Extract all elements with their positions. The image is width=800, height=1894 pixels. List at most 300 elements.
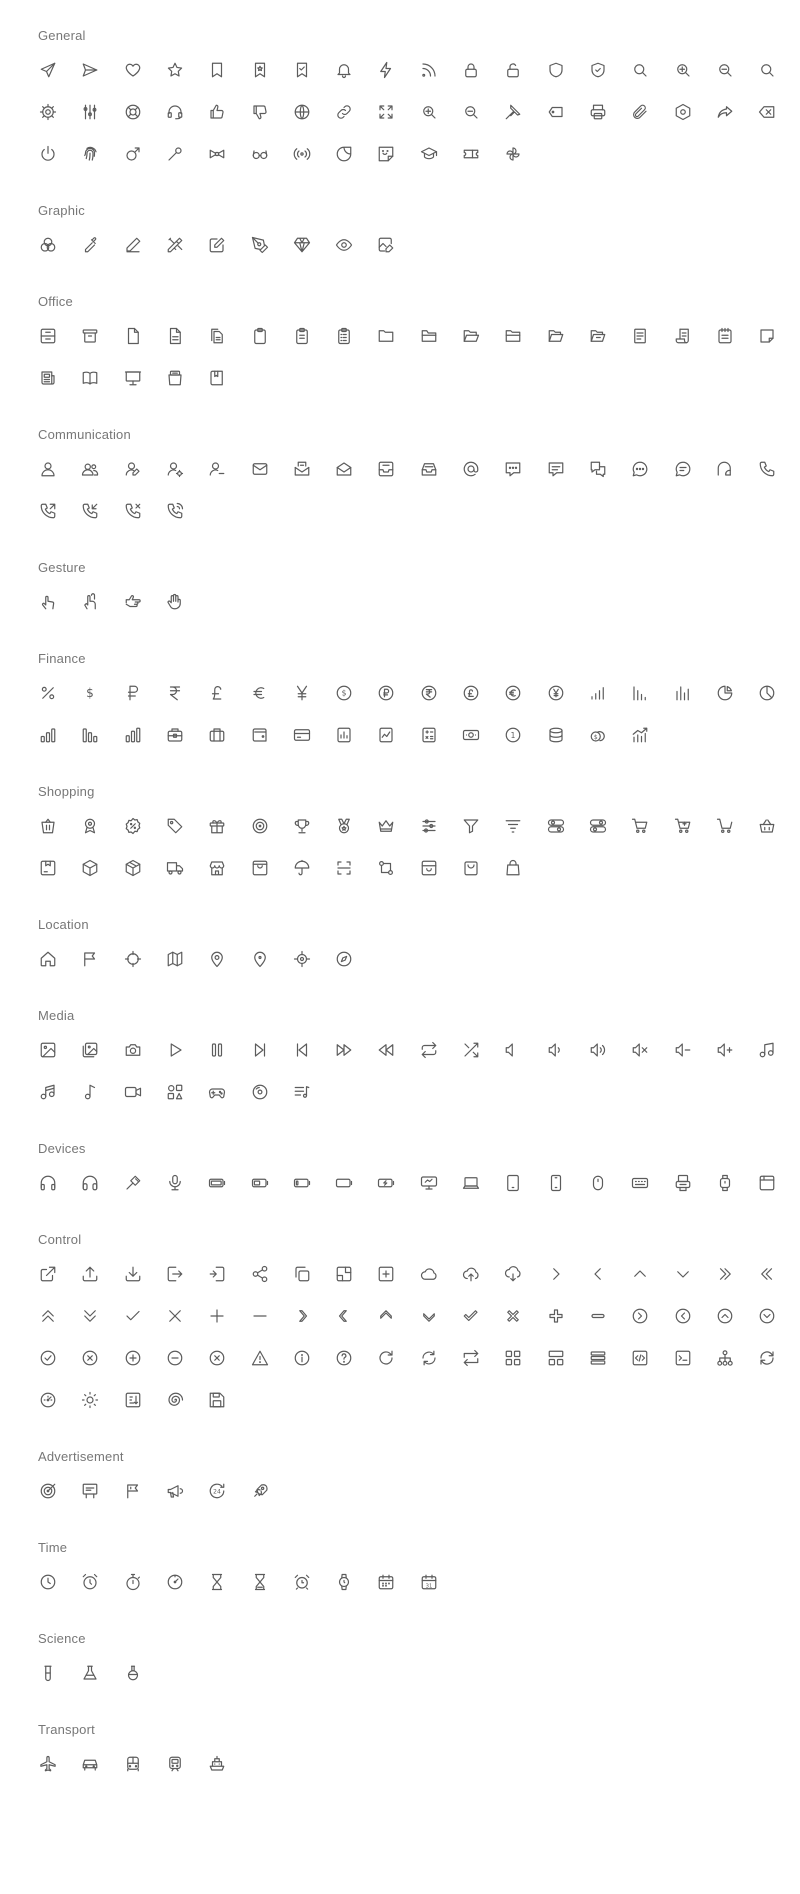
check-bold-icon[interactable] [457,1302,485,1330]
24-hours-icon[interactable] [203,1477,231,1505]
save-icon[interactable] [203,1386,231,1414]
stopwatch-icon[interactable] [119,1568,147,1596]
zoom-in-icon[interactable] [669,56,697,84]
volume-low-icon[interactable] [542,1036,570,1064]
eye-icon[interactable] [330,231,358,259]
pie-chart-icon[interactable] [711,679,739,707]
box-3d-icon[interactable] [119,854,147,882]
cart-icon[interactable] [626,812,654,840]
flash-icon[interactable] [372,56,400,84]
user-icon[interactable] [34,455,62,483]
report-chart-icon[interactable] [330,721,358,749]
repeat-icon[interactable] [415,1036,443,1064]
clipboard-list-icon[interactable] [330,322,358,350]
potion-icon[interactable] [119,1659,147,1687]
headphones-icon[interactable] [34,1169,62,1197]
battery-half-icon[interactable] [246,1169,274,1197]
resize-icon[interactable] [330,1260,358,1288]
plus-square-icon[interactable] [372,1260,400,1288]
bar-chart-rising-icon[interactable] [34,721,62,749]
chevrons-down-icon[interactable] [76,1302,104,1330]
shapes-icon[interactable] [161,1078,189,1106]
briefcase-icon[interactable] [161,721,189,749]
music-single-icon[interactable] [76,1078,104,1106]
cart-plus-icon[interactable] [669,812,697,840]
flag-icon[interactable] [76,945,104,973]
plus-circle-icon[interactable] [119,1344,147,1372]
bow-tie-icon[interactable] [203,140,231,168]
usb-plug-icon[interactable] [119,1169,147,1197]
cloud-icon[interactable] [415,1260,443,1288]
headset-icon[interactable] [161,98,189,126]
chevrons-left-icon[interactable] [753,1260,781,1288]
check-icon[interactable] [119,1302,147,1330]
umbrella-icon[interactable] [288,854,316,882]
volume-plus-icon[interactable] [711,1036,739,1064]
percent-icon[interactable] [34,679,62,707]
folder-icon[interactable] [372,322,400,350]
coins-icon[interactable] [584,721,612,749]
bookmark-star-icon[interactable] [246,56,274,84]
shuffle-icon[interactable] [457,1036,485,1064]
diamond-icon[interactable] [288,231,316,259]
magic-wand-icon[interactable] [161,140,189,168]
chevron-left-circle-icon[interactable] [669,1302,697,1330]
yen-circle-icon[interactable] [542,679,570,707]
keyboard-icon[interactable] [626,1169,654,1197]
battery-low-icon[interactable] [288,1169,316,1197]
graduation-cap-icon[interactable] [415,140,443,168]
chat-quarter-icon[interactable] [711,455,739,483]
chevron-up-bold-icon[interactable] [372,1302,400,1330]
cart-empty-icon[interactable] [711,812,739,840]
phone-missed-icon[interactable] [119,497,147,525]
inbox-stack-icon[interactable] [415,455,443,483]
hand-tap-icon[interactable] [34,588,62,616]
map-marker-icon[interactable] [246,945,274,973]
package-icon[interactable] [34,854,62,882]
hand-pinch-icon[interactable] [76,588,104,616]
timer-icon[interactable] [161,1568,189,1596]
user-settings-icon[interactable] [161,455,189,483]
hourglass-half-icon[interactable] [246,1568,274,1596]
bus-icon[interactable] [119,1750,147,1778]
close-bold-icon[interactable] [499,1302,527,1330]
volume-high-icon[interactable] [584,1036,612,1064]
bookmark-check-icon[interactable] [288,56,316,84]
report-line-icon[interactable] [372,721,400,749]
sync-icon[interactable] [753,1344,781,1372]
warning-icon[interactable] [246,1344,274,1372]
monitor-icon[interactable] [415,1169,443,1197]
mail-icon[interactable] [246,455,274,483]
folder-open-icon[interactable] [457,322,485,350]
bar-chart-alt-icon[interactable] [119,721,147,749]
music-notes-icon[interactable] [34,1078,62,1106]
scan-frame-icon[interactable] [330,854,358,882]
refresh-icon[interactable] [415,1344,443,1372]
sticker-icon[interactable] [330,140,358,168]
compare-icon[interactable] [372,854,400,882]
paperclip-icon[interactable] [626,98,654,126]
download-icon[interactable] [119,1260,147,1288]
location-pin-icon[interactable] [203,945,231,973]
browser-window-icon[interactable] [753,1169,781,1197]
user-remove-icon[interactable] [203,455,231,483]
chevron-right-bold-icon[interactable] [288,1302,316,1330]
skip-forward-icon[interactable] [246,1036,274,1064]
lock-icon[interactable] [457,56,485,84]
map-pin-map-icon[interactable] [161,945,189,973]
award-icon[interactable] [76,812,104,840]
video-camera-icon[interactable] [119,1078,147,1106]
toggle-icon[interactable] [542,812,570,840]
pause-icon[interactable] [203,1036,231,1064]
glasses-icon[interactable] [246,140,274,168]
info-icon[interactable] [288,1344,316,1372]
medal-icon[interactable] [330,812,358,840]
target-icon[interactable] [34,1477,62,1505]
minus-circle-icon[interactable] [161,1344,189,1372]
dollar-icon[interactable] [76,679,104,707]
zoom-out-small-icon[interactable] [457,98,485,126]
shield-icon[interactable] [542,56,570,84]
archive-icon[interactable] [76,322,104,350]
pie-chart-alt-icon[interactable] [753,679,781,707]
box-icon[interactable] [76,854,104,882]
pin-icon[interactable] [499,98,527,126]
clipboard-text-icon[interactable] [288,322,316,350]
train-icon[interactable] [161,1750,189,1778]
phone-outgoing-icon[interactable] [34,497,62,525]
thumbs-up-icon[interactable] [203,98,231,126]
target-circle-icon[interactable] [246,812,274,840]
crown-icon[interactable] [372,812,400,840]
sticky-smile-icon[interactable] [372,140,400,168]
shopping-bag-icon[interactable] [457,854,485,882]
upload-icon[interactable] [76,1260,104,1288]
volume-off-icon[interactable] [499,1036,527,1064]
folder-open-alt-icon[interactable] [542,322,570,350]
filter-lines-icon[interactable] [499,812,527,840]
calculator-icon[interactable] [415,721,443,749]
close-circle-icon[interactable] [76,1344,104,1372]
unlock-icon[interactable] [499,56,527,84]
ruble-icon[interactable] [119,679,147,707]
ruble-circle-icon[interactable] [372,679,400,707]
eyedropper-icon[interactable] [76,231,104,259]
cloud-upload-icon[interactable] [457,1260,485,1288]
compass-icon[interactable] [330,945,358,973]
pound-icon[interactable] [203,679,231,707]
settings-icon[interactable] [34,98,62,126]
sliders-icon[interactable] [76,98,104,126]
calendar-date-icon[interactable] [415,1568,443,1596]
laptop-icon[interactable] [457,1169,485,1197]
chat-bubble-dots-icon[interactable] [626,455,654,483]
chevron-up-circle-icon[interactable] [711,1302,739,1330]
spiral-icon[interactable] [161,1386,189,1414]
link-icon[interactable] [330,98,358,126]
shopping-basket-icon[interactable] [753,812,781,840]
music-note-icon[interactable] [753,1036,781,1064]
chevron-right-icon[interactable] [542,1260,570,1288]
signal-bars-icon[interactable] [584,679,612,707]
inbox-archive-icon[interactable] [34,322,62,350]
images-icon[interactable] [76,1036,104,1064]
file-text-icon[interactable] [161,322,189,350]
edit-icon[interactable] [203,231,231,259]
chat-bubble-icon[interactable] [669,455,697,483]
grid-icon[interactable] [499,1344,527,1372]
close-icon[interactable] [161,1302,189,1330]
mouse-icon[interactable] [584,1169,612,1197]
search-icon[interactable] [626,56,654,84]
ticket-icon[interactable] [457,140,485,168]
headset-alt-icon[interactable] [76,1169,104,1197]
dashboard-gauge-icon[interactable] [34,1386,62,1414]
rewind-icon[interactable] [372,1036,400,1064]
price-tag-icon[interactable] [161,812,189,840]
logout-icon[interactable] [161,1260,189,1288]
newspaper-icon[interactable] [34,364,62,392]
phone-incoming-icon[interactable] [76,497,104,525]
scroll-icon[interactable] [669,322,697,350]
euro-circle-icon[interactable] [499,679,527,707]
coin-icon[interactable] [499,721,527,749]
fast-forward-icon[interactable] [330,1036,358,1064]
zoom-in-small-icon[interactable] [415,98,443,126]
store-icon[interactable] [203,854,231,882]
external-link-icon[interactable] [34,1260,62,1288]
battery-empty-icon[interactable] [330,1169,358,1197]
yen-icon[interactable] [288,679,316,707]
users-icon[interactable] [76,455,104,483]
copy-icon[interactable] [288,1260,316,1288]
dollar-circle-icon[interactable] [330,679,358,707]
tag-icon[interactable] [542,98,570,126]
megaphone-icon[interactable] [161,1477,189,1505]
printer-icon[interactable] [584,98,612,126]
check-circle-icon[interactable] [34,1344,62,1372]
discount-badge-icon[interactable] [119,812,147,840]
test-tube-icon[interactable] [34,1659,62,1687]
basket-bin-icon[interactable] [34,812,62,840]
hexagon-settings-icon[interactable] [669,98,697,126]
gps-target-icon[interactable] [288,945,316,973]
hierarchy-icon[interactable] [711,1344,739,1372]
printer-device-icon[interactable] [669,1169,697,1197]
note-icon[interactable] [753,322,781,350]
login-icon[interactable] [203,1260,231,1288]
sort-box-icon[interactable] [119,1386,147,1414]
folder-open-arrow-icon[interactable] [584,322,612,350]
smartphone-icon[interactable] [542,1169,570,1197]
mail-open-icon[interactable] [330,455,358,483]
briefcase-alt-icon[interactable] [203,721,231,749]
chevrons-right-icon[interactable] [711,1260,739,1288]
image-icon[interactable] [34,1036,62,1064]
mail-inbox-icon[interactable] [288,455,316,483]
ruler-pencil-icon[interactable] [161,231,189,259]
gamepad-icon[interactable] [203,1078,231,1106]
hand-icon[interactable] [161,588,189,616]
expand-icon[interactable] [372,98,400,126]
billboard-icon[interactable] [76,1477,104,1505]
shield-check-icon[interactable] [584,56,612,84]
skip-back-icon[interactable] [288,1036,316,1064]
list-icon[interactable] [584,1344,612,1372]
broadcast-icon[interactable] [288,140,316,168]
inbox-icon[interactable] [372,455,400,483]
smartwatch-icon[interactable] [711,1169,739,1197]
at-sign-icon[interactable] [457,455,485,483]
send-icon[interactable] [34,56,62,84]
cloud-download-icon[interactable] [499,1260,527,1288]
plus-icon[interactable] [203,1302,231,1330]
repeat-square-icon[interactable] [457,1344,485,1372]
fingerprint-icon[interactable] [76,140,104,168]
layout-icon[interactable] [542,1344,570,1372]
car-icon[interactable] [76,1750,104,1778]
alarm-clock-icon[interactable] [288,1568,316,1596]
document-icon[interactable] [626,322,654,350]
minus-icon[interactable] [246,1302,274,1330]
help-icon[interactable] [330,1344,358,1372]
database-icon[interactable] [542,721,570,749]
image-edit-icon[interactable] [372,231,400,259]
notepad-icon[interactable] [711,322,739,350]
shop-bag-box-icon[interactable] [246,854,274,882]
sun-icon[interactable] [76,1386,104,1414]
folder-files-icon[interactable] [499,322,527,350]
phone-ringing-icon[interactable] [161,497,189,525]
watch-icon[interactable] [330,1568,358,1596]
thumbs-down-icon[interactable] [246,98,274,126]
x-circle-icon[interactable] [203,1344,231,1372]
pound-circle-icon[interactable] [457,679,485,707]
backspace-icon[interactable] [753,98,781,126]
chat-dots-icon[interactable] [499,455,527,483]
phone-icon[interactable] [753,455,781,483]
alarm-icon[interactable] [76,1568,104,1596]
battery-charging-icon[interactable] [372,1169,400,1197]
bookmark-icon[interactable] [203,56,231,84]
credit-card-icon[interactable] [288,721,316,749]
toggle-alt-icon[interactable] [584,812,612,840]
volume-minus-icon[interactable] [669,1036,697,1064]
rss-icon[interactable] [415,56,443,84]
male-icon[interactable] [119,140,147,168]
hourglass-icon[interactable] [203,1568,231,1596]
bar-chart-down-icon[interactable] [626,679,654,707]
code-icon[interactable] [626,1344,654,1372]
chevron-down-icon[interactable] [669,1260,697,1288]
flask-icon[interactable] [76,1659,104,1687]
plus-bold-icon[interactable] [542,1302,570,1330]
pencil-icon[interactable] [119,231,147,259]
bar-chart-stack-icon[interactable] [76,721,104,749]
paper-plane-icon[interactable] [76,56,104,84]
calendar-icon[interactable] [372,1568,400,1596]
presentation-icon[interactable] [119,364,147,392]
pinwheel-icon[interactable] [499,140,527,168]
battery-full-icon[interactable] [203,1169,231,1197]
color-circles-icon[interactable] [34,231,62,259]
rotate-cw-icon[interactable] [372,1344,400,1372]
rupee-circle-icon[interactable] [415,679,443,707]
bell-icon[interactable] [330,56,358,84]
trophy-icon[interactable] [288,812,316,840]
home-icon[interactable] [34,945,62,973]
minus-bold-icon[interactable] [584,1302,612,1330]
microphone-icon[interactable] [161,1169,189,1197]
chevrons-up-icon[interactable] [34,1302,62,1330]
star-icon[interactable] [161,56,189,84]
clipboard-icon[interactable] [246,322,274,350]
volume-mute-icon[interactable] [626,1036,654,1064]
chevron-up-icon[interactable] [626,1260,654,1288]
share-forward-icon[interactable] [711,98,739,126]
filter-icon[interactable] [457,812,485,840]
pen-nib-icon[interactable] [246,231,274,259]
search-alt-icon[interactable] [753,56,781,84]
file-icon[interactable] [119,322,147,350]
terminal-icon[interactable] [669,1344,697,1372]
user-edit-icon[interactable] [119,455,147,483]
flag-ad-icon[interactable] [119,1477,147,1505]
chevron-left-bold-icon[interactable] [330,1302,358,1330]
camera-icon[interactable] [119,1036,147,1064]
chats-icon[interactable] [584,455,612,483]
disc-icon[interactable] [246,1078,274,1106]
adjustments-icon[interactable] [415,812,443,840]
power-icon[interactable] [34,140,62,168]
chevron-left-icon[interactable] [584,1260,612,1288]
heart-icon[interactable] [119,56,147,84]
playlist-icon[interactable] [288,1078,316,1106]
cash-icon[interactable] [457,721,485,749]
truck-icon[interactable] [161,854,189,882]
stock-growth-icon[interactable] [626,721,654,749]
bar-chart-icon[interactable] [669,679,697,707]
share-nodes-icon[interactable] [246,1260,274,1288]
gift-icon[interactable] [203,812,231,840]
wallet-icon[interactable] [246,721,274,749]
folder-alt-icon[interactable] [415,322,443,350]
globe-icon[interactable] [288,98,316,126]
chat-text-icon[interactable] [542,455,570,483]
ship-icon[interactable] [203,1750,231,1778]
tray-bag-icon[interactable] [415,854,443,882]
rocket-icon[interactable] [246,1477,274,1505]
lifebuoy-icon[interactable] [119,98,147,126]
airplane-icon[interactable] [34,1750,62,1778]
clock-icon[interactable] [34,1568,62,1596]
trash-box-icon[interactable] [161,364,189,392]
bag-icon[interactable] [499,854,527,882]
zoom-out-icon[interactable] [711,56,739,84]
chevron-right-circle-icon[interactable] [626,1302,654,1330]
tablet-icon[interactable] [499,1169,527,1197]
files-icon[interactable] [203,322,231,350]
euro-icon[interactable] [246,679,274,707]
play-icon[interactable] [161,1036,189,1064]
chevron-down-circle-icon[interactable] [753,1302,781,1330]
chevron-down-bold-icon[interactable] [415,1302,443,1330]
rupee-icon[interactable] [161,679,189,707]
hand-point-icon[interactable] [119,588,147,616]
